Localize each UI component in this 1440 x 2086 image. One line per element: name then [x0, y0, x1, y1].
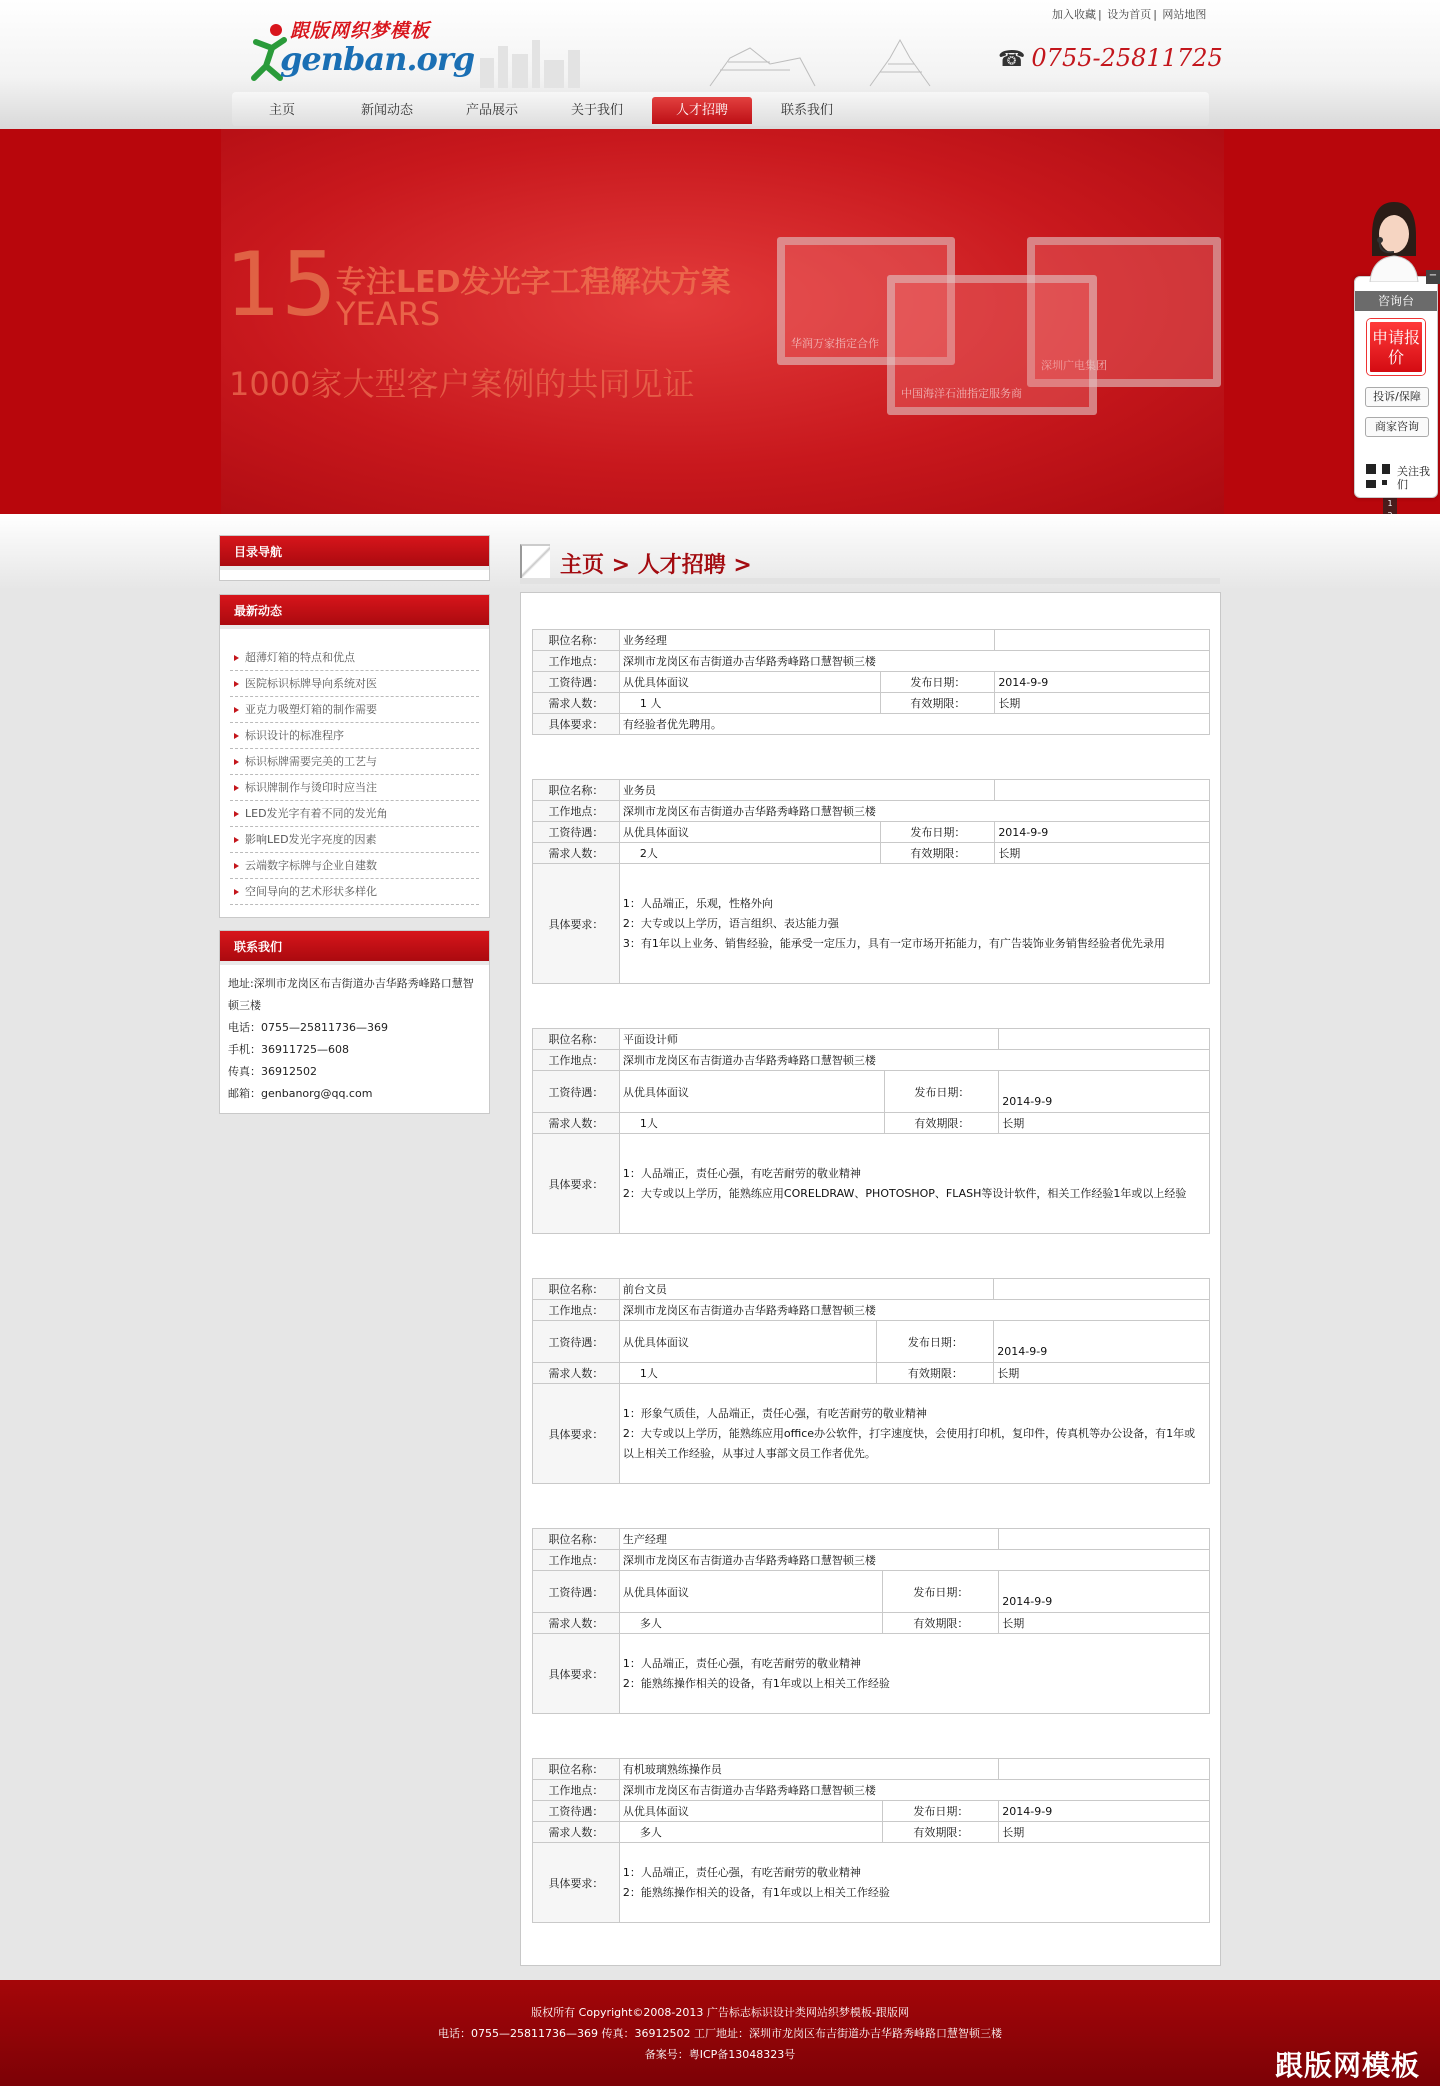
follow-label: 关注我们: [1397, 465, 1430, 491]
job-requirements: [619, 1134, 1209, 1234]
job-table: [532, 629, 1210, 735]
job-date: 2014-9-9: [999, 1801, 1210, 1822]
sidebar-contact-title: 联系我们: [220, 931, 489, 965]
job-count: 1人: [619, 1363, 877, 1384]
hotline: [998, 44, 1223, 72]
breadcrumb-text[interactable]: 主页 > 人才招聘 >: [560, 553, 752, 578]
job-date: 2014-9-9: [999, 1071, 1210, 1113]
job-requirements-label: 具体要求：: [533, 1384, 620, 1484]
job-location: 深圳市龙岗区布吉街道办吉华路秀峰路口慧智顿三楼: [619, 1300, 1209, 1321]
monitor-caption: 中国海洋石油指定服务商: [901, 387, 1022, 400]
job-title-label: 职位名称：: [533, 1529, 620, 1550]
job-count-label: 需求人数：: [533, 1613, 620, 1634]
news-item[interactable]: 标识标牌需要完美的工艺与: [230, 749, 479, 775]
job-count-label: 需求人数：: [533, 843, 620, 864]
job-requirements: [619, 864, 1209, 984]
footer: [0, 1980, 1440, 2086]
job-validity: 长期: [999, 1113, 1210, 1134]
contact-email[interactable]: 邮箱：genbanorg@qq.com: [228, 1087, 373, 1100]
job-date-label: 发布日期：: [883, 1571, 999, 1613]
job-table: [532, 779, 1210, 984]
city-skyline-graphic: [470, 28, 970, 88]
job-title: 业务员: [619, 780, 994, 801]
empty-cell: [994, 1279, 1210, 1300]
footer-copyright: 版权所有 Copyright©2008-2013 广告标志标识设计类网站织梦模板-跟版网: [531, 2006, 909, 2019]
job-validity-label: 有效期限：: [885, 1113, 999, 1134]
job-salary-label: 工资待遇：: [533, 822, 620, 843]
nav-item-about[interactable]: 关于我们: [570, 103, 623, 118]
job-location: 深圳市龙岗区布吉街道办吉华路秀峰路口慧智顿三楼: [619, 651, 1209, 672]
news-item[interactable]: 标识设计的标准程序: [230, 723, 479, 749]
sidebar-contact-box: [219, 930, 490, 1114]
job-requirements-label: 具体要求：: [533, 714, 620, 735]
job-validity: 长期: [999, 1822, 1210, 1843]
job-requirements: [619, 714, 1209, 735]
job-title-label: 职位名称：: [533, 630, 620, 651]
job-requirements: [619, 1843, 1209, 1923]
job-date-label: 发布日期：: [885, 1071, 999, 1113]
consult-widget: [1352, 196, 1440, 502]
job-validity: 长期: [995, 693, 1210, 714]
merchant-consult-button[interactable]: 商家咨询: [1365, 417, 1429, 437]
requirement-line: 2：能熟练操作相关的设备，有1年或以上相关工作经验: [622, 1885, 890, 1899]
news-item[interactable]: 超薄灯箱的特点和优点: [230, 645, 479, 671]
job-table: [532, 1528, 1210, 1714]
requirement-line: 2：能熟练操作相关的设备，有1年或以上相关工作经验: [622, 1676, 890, 1690]
news-item[interactable]: 空间导向的艺术形状多样化: [230, 879, 479, 905]
job-requirements: [619, 1384, 1209, 1484]
news-item[interactable]: LED发光字有着不同的发光角: [230, 801, 479, 827]
job-title: 有机玻璃熟练操作员: [619, 1759, 998, 1780]
sidebar-nav-box: [219, 535, 490, 581]
job-location-label: 工作地点：: [533, 1300, 620, 1321]
requirement-line: 2：大专或以上学历，语言组织、表达能力强: [622, 916, 839, 930]
job-date: 2014-9-9: [994, 1321, 1210, 1363]
footer-contact: 电话：0755—25811736—369 传真：36912502 工厂地址：深圳市龙岗区布吉街道办吉华路秀峰路口慧智顿三楼: [438, 2027, 1002, 2040]
requirement-line: 2：大专或以上学历，能熟练应用CORELDRAW、PHOTOSHOP、FLASH等设计软件，相关工作经验1年或以上经验: [622, 1186, 1187, 1200]
job-location-label: 工作地点：: [533, 1780, 620, 1801]
job-requirements-label: 具体要求：: [533, 1634, 620, 1714]
contact-phone: 电话：0755—25811736—369: [228, 1021, 388, 1034]
qr-code-icon: [1365, 463, 1391, 489]
empty-cell: [999, 1529, 1210, 1550]
job-validity: 长期: [994, 1363, 1210, 1384]
site-logo[interactable]: [250, 14, 475, 86]
job-validity: 长期: [999, 1613, 1210, 1634]
job-date: 2014-9-9: [995, 672, 1210, 693]
sitemap-link[interactable]: 网站地图: [1162, 8, 1207, 21]
job-validity-label: 有效期限：: [877, 1363, 994, 1384]
banner-slide[interactable]: [221, 129, 1393, 514]
follow-us[interactable]: [1365, 463, 1429, 493]
job-salary: 从优具体面议: [619, 672, 881, 693]
job-count-label: 需求人数：: [533, 1363, 620, 1384]
job-date-label: 发布日期：: [883, 1801, 999, 1822]
banner-subline: 1000家大型客户案例的共同见证: [229, 365, 695, 403]
hero-banner: [0, 129, 1440, 514]
job-validity: 长期: [995, 843, 1210, 864]
job-salary: 从优具体面议: [619, 1571, 883, 1613]
job-count: 多人: [619, 1613, 883, 1634]
job-requirements-label: 具体要求：: [533, 1843, 620, 1923]
job-salary: 从优具体面议: [619, 1321, 877, 1363]
sidebar-news-title: 最新动态: [220, 595, 489, 629]
jobs-panel: [520, 592, 1221, 1966]
contact-mobile: 手机：36911725—608: [228, 1043, 349, 1056]
close-icon[interactable]: −: [1426, 270, 1440, 284]
job-location-label: 工作地点：: [533, 1050, 620, 1071]
job-table: [532, 1758, 1210, 1923]
nav-item-news[interactable]: 新闻动态: [360, 103, 413, 118]
job-count: 2人: [619, 843, 881, 864]
nav-item-products[interactable]: 产品展示: [465, 103, 518, 118]
requirement-line: 1：人品端正，责任心强，有吃苦耐劳的敬业精神: [622, 1865, 861, 1879]
requirement-line: 1：人品端正，乐观，性格外向: [622, 896, 773, 910]
job-title: 前台文员: [619, 1279, 993, 1300]
empty-cell: [999, 1759, 1210, 1780]
job-date-label: 发布日期：: [881, 672, 995, 693]
job-title-label: 职位名称：: [533, 1759, 620, 1780]
job-date-label: 发布日期：: [881, 822, 995, 843]
requirement-line: 1：形象气质佳，人品端正，责任心强，有吃苦耐劳的敬业精神: [622, 1406, 927, 1420]
job-count: 1人: [619, 1113, 885, 1134]
job-validity-label: 有效期限：: [881, 693, 995, 714]
job-salary: 从优具体面议: [619, 1071, 885, 1113]
logo-chinese-text: 跟版网织梦模板: [290, 20, 431, 42]
job-title-label: 职位名称：: [533, 780, 620, 801]
job-title: 生产经理: [619, 1529, 998, 1550]
job-title-label: 职位名称：: [533, 1279, 620, 1300]
job-location: 深圳市龙岗区布吉街道办吉华路秀峰路口慧智顿三楼: [619, 1780, 1209, 1801]
add-favorite-link[interactable]: 加入收藏: [1052, 8, 1096, 21]
job-validity-label: 有效期限：: [883, 1613, 999, 1634]
set-homepage-link[interactable]: 设为首页: [1107, 8, 1152, 21]
requirement-line: 有经验者优先聘用。: [622, 718, 722, 731]
job-title: 业务经理: [619, 630, 994, 651]
contact-address: 地址:深圳市龙岗区布吉街道办吉华路秀峰路口慧智顿三楼: [228, 977, 474, 1012]
telephone-icon: ☎: [998, 47, 1026, 72]
job-count: 多人: [619, 1822, 883, 1843]
job-location: 深圳市龙岗区布吉街道办吉华路秀峰路口慧智顿三楼: [619, 1550, 1209, 1571]
job-location: 深圳市龙岗区布吉街道办吉华路秀峰路口慧智顿三楼: [619, 801, 1209, 822]
news-item[interactable]: 云端数字标牌与企业自建数: [230, 853, 479, 879]
news-item[interactable]: 影响LED发光字亮度的因素: [230, 827, 479, 853]
job-date: 2014-9-9: [999, 1571, 1210, 1613]
news-item[interactable]: 亚克力吸塑灯箱的制作需要: [230, 697, 479, 723]
consult-title: 咨询台: [1355, 291, 1437, 311]
agent-avatar-icon: [1364, 196, 1424, 282]
requirement-line: 1：人品端正，责任心强，有吃苦耐劳的敬业精神: [622, 1166, 861, 1180]
logo-english-text: genban.org: [280, 40, 475, 78]
breadcrumb: [520, 538, 1220, 584]
job-title-label: 职位名称：: [533, 1029, 620, 1050]
requirement-line: 3：有1年以上业务、销售经验，能承受一定压力，具有一定市场开拓能力，有广告装饰业务销售经验者优先录用: [622, 936, 1165, 950]
job-location-label: 工作地点：: [533, 1550, 620, 1571]
top-links: 加入收藏 | 设为首页 | 网站地图: [1052, 8, 1207, 21]
banner-headline: 专注LED发光字工程解决方案: [336, 265, 731, 300]
job-table: [532, 1278, 1210, 1484]
contact-info: [220, 965, 489, 1113]
phone-number: 0755-25811725: [1031, 44, 1223, 72]
job-salary-label: 工资待遇：: [533, 672, 620, 693]
empty-cell: [999, 1029, 1210, 1050]
job-requirements-label: 具体要求：: [533, 1134, 620, 1234]
apply-quote-button[interactable]: 申请报价: [1367, 319, 1425, 375]
job-count-label: 需求人数：: [533, 693, 620, 714]
job-count-label: 需求人数：: [533, 1113, 620, 1134]
sidebar-nav-title: 目录导航: [220, 536, 489, 570]
job-requirements: [619, 1634, 1209, 1714]
watermark: 跟版网模板: [1274, 2049, 1420, 2082]
page-corner-icon: [520, 544, 550, 578]
nav-item-jobs[interactable]: 人才招聘: [652, 97, 752, 124]
job-salary: 从优具体面议: [619, 822, 881, 843]
banner-big-number: 15: [225, 233, 337, 336]
monitor-caption: 华润万家指定合作: [791, 337, 879, 350]
job-requirements-label: 具体要求：: [533, 864, 620, 984]
banner-page-1[interactable]: 1: [1383, 498, 1397, 510]
news-item[interactable]: 医院标识标牌导向系统对医: [230, 671, 479, 697]
job-location-label: 工作地点：: [533, 801, 620, 822]
job-table: [532, 1028, 1210, 1234]
news-list: [220, 629, 489, 905]
job-location: 深圳市龙岗区布吉街道办吉华路秀峰路口慧智顿三楼: [619, 1050, 1209, 1071]
requirement-line: 1：人品端正，责任心强，有吃苦耐劳的敬业精神: [622, 1656, 861, 1670]
contact-fax: 传真：36912502: [228, 1065, 317, 1078]
job-count-label: 需求人数：: [533, 1822, 620, 1843]
footer-icp[interactable]: 备案号：粤ICP备13048323号: [644, 2048, 796, 2061]
main-nav: [232, 92, 1209, 126]
nav-item-home[interactable]: 主页: [268, 103, 295, 118]
job-salary-label: 工资待遇：: [533, 1071, 620, 1113]
job-salary-label: 工资待遇：: [533, 1801, 620, 1822]
job-salary: 从优具体面议: [619, 1801, 883, 1822]
job-title: 平面设计师: [619, 1029, 998, 1050]
job-location-label: 工作地点：: [533, 651, 620, 672]
job-count: 1 人: [619, 693, 881, 714]
job-validity-label: 有效期限：: [883, 1822, 999, 1843]
complaint-button[interactable]: 投诉/保障: [1365, 387, 1429, 407]
banner-monitor: [887, 275, 1097, 415]
monitor-caption: 深圳广电集团: [1041, 359, 1107, 372]
job-salary-label: 工资待遇：: [533, 1321, 620, 1363]
job-date-label: 发布日期：: [877, 1321, 994, 1363]
job-salary-label: 工资待遇：: [533, 1571, 620, 1613]
consult-panel: [1354, 276, 1438, 498]
requirement-line: 2：大专或以上学历，能熟练应用office办公软件，打字速度快，会使用打印机，复印件，传真机等办公设备，有1年或以上相关工作经验，从事过人事部文员工作者优先。: [622, 1426, 1196, 1460]
empty-cell: [995, 630, 1210, 651]
empty-cell: [995, 780, 1210, 801]
banner-years: YEARS: [336, 295, 441, 333]
job-validity-label: 有效期限：: [881, 843, 995, 864]
nav-item-contact[interactable]: 联系我们: [780, 103, 833, 118]
job-date: 2014-9-9: [995, 822, 1210, 843]
news-item[interactable]: 标识牌制作与烫印时应当注: [230, 775, 479, 801]
sidebar-news-box: [219, 594, 490, 918]
